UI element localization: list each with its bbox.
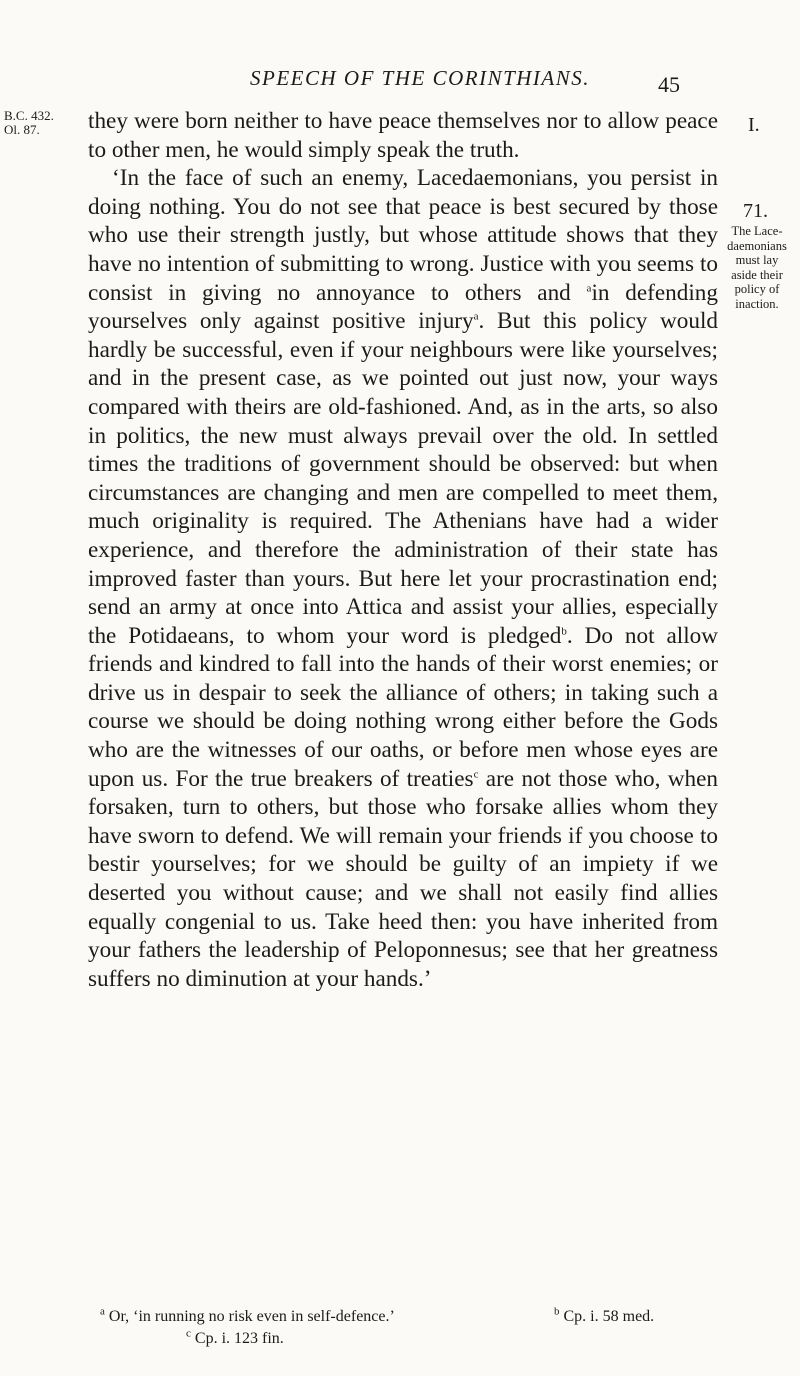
text-run: . Do not allow friends and kindred to fall into the hands of their worst enemies; or drive us in despair to seek the alliance of others; in taking such a course we should be doing nothing wrong either before the Gods who are the witnesses of our oaths, or before men whose eyes are upon us. For the true breakers of treaties	[88, 622, 719, 792]
main-text	[88, 107, 718, 993]
side-note-line: The Lace-	[731, 224, 783, 238]
footnote-c	[186, 1328, 284, 1350]
page-header	[0, 58, 800, 97]
footnote-mark-b: b	[554, 1305, 560, 1318]
margin-book-number: I.	[748, 114, 760, 136]
text-run: . But this policy would hardly be successful, even if your neighbours were like yourselves; and in the present case, as we pointed out just now, your ways compared with theirs are old-fashioned. And, as in the arts, so also in politics, the new must always prevail over the old. In settled times the traditions of government should be observed: but when circumstances are changing and men are compelled to meet them, much originality is required. The Athenians have had a wider experience, and therefore the administration of their state has improved faster than yours. But here let your procrastination end; send an army at once into Attica and assist your allies, especially the Potidaeans, to whom your word is pledged	[88, 308, 718, 649]
side-note-line: aside their	[731, 267, 783, 282]
footnote-mark-a: a	[100, 1305, 105, 1318]
footnotes	[100, 1306, 720, 1350]
margin-date-bc: B.C. 432.	[4, 108, 54, 123]
footnote-ref-c[interactable]: c	[473, 767, 479, 780]
text-run: are not those who, when forsaken, turn to others, but those who forsake allies whom they have sworn to defend. We will remain your friends if you choose to bestir yourselves; for we should be guilty of an impiety if we deserted you without cause; and we shall not easily find allies equally congenial to us. Take heed then: you have inherited from your fathers the leadership of Peloponnesus; see that her greatness suffers no diminution at your hands.’	[88, 765, 718, 992]
text-run: in defending yourselves only against positive injury	[88, 279, 718, 335]
footnote-row	[100, 1328, 720, 1350]
margin-date-olympiad: Ol. 87.	[4, 122, 40, 137]
footnote-b	[554, 1306, 654, 1328]
running-head: SPEECH OF THE CORINTHIANS.	[250, 66, 590, 90]
text-run: ‘In the face of such an enemy, Lacedaemonians, you persist in doing nothing. You do not see that peace is best secured by those who use their strength justly, but whose attitude shows that they have no intention of submitting to wrong. Justice with you seems to consist in giving no annoyance to others and	[88, 165, 718, 306]
footnote-text-a: Or, ‘in running no risk even in self-defence.’	[108, 1308, 395, 1325]
side-note-line: inaction.	[735, 296, 779, 311]
paragraph-opening: they were born neither to have peace themselves nor to allow peace to other men, he would simply speak the truth.	[88, 108, 718, 163]
footnote-ref-b[interactable]: b	[561, 624, 567, 637]
side-note-line: daemonians	[727, 238, 787, 253]
footnote-ref-a[interactable]: a	[586, 281, 592, 294]
footnote-mark-c: c	[186, 1327, 191, 1340]
footnote-ref-a[interactable]: a	[473, 310, 479, 323]
side-note	[714, 224, 800, 312]
paragraph-speech	[88, 164, 718, 993]
page-number: 45	[658, 72, 680, 97]
margin-chapter-number: 71.	[743, 200, 768, 222]
footnote-row	[100, 1306, 720, 1328]
footnote-a	[100, 1306, 395, 1328]
footnote-text-b: Cp. i. 58 med.	[563, 1308, 655, 1325]
side-note-line: must lay	[735, 253, 779, 268]
footnote-text-c: Cp. i. 123 fin.	[194, 1330, 284, 1347]
side-note-line: policy of	[734, 282, 780, 297]
